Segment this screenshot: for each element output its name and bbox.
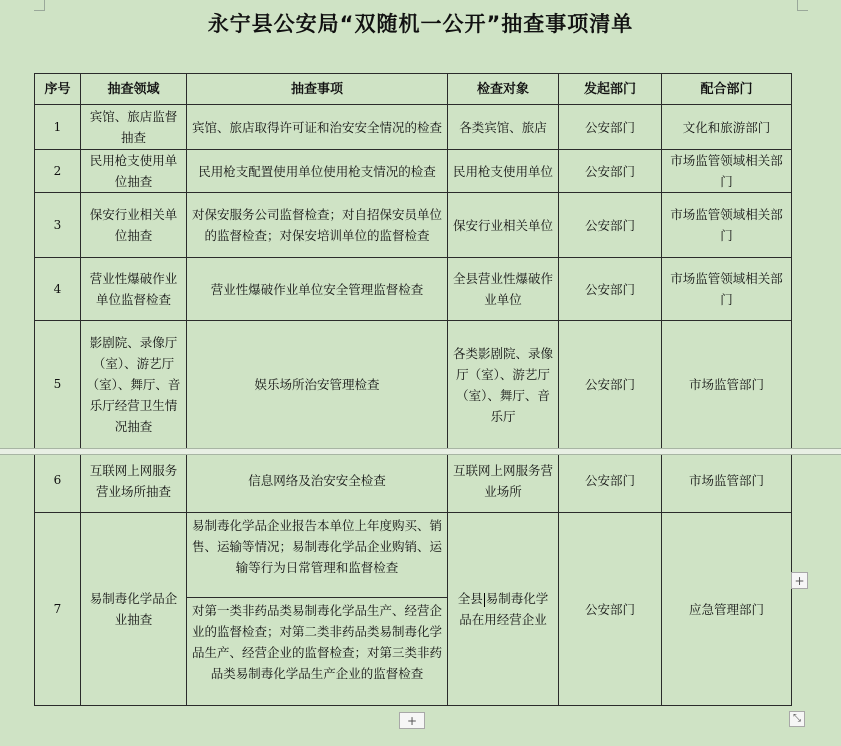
table-row	[35, 258, 792, 321]
cell-item-part-2[interactable]: 对第一类非药品类易制毒化学品生产、经营企业的监督检查；对第二类非药品类易制毒化学品生产、经营企业的监督检查；对第三类非药品类易制毒化学品生产企业的监督检查	[187, 597, 447, 705]
cell-target[interactable]: 各类影剧院、录像厅（室）、游艺厅（室）、舞厅、音乐厅	[448, 321, 559, 449]
cell-initiator[interactable]: 公安部门	[559, 193, 662, 258]
table-resize-handle[interactable]: ⤡	[789, 711, 805, 727]
cell-field[interactable]: 互联网上网服务营业场所抽查	[81, 449, 187, 513]
header-target[interactable]: 检查对象	[448, 74, 559, 105]
cell-target[interactable]	[448, 513, 559, 706]
cell-partner[interactable]: 市场监管部门	[662, 321, 792, 449]
cell-partner[interactable]: 文化和旅游部门	[662, 105, 792, 150]
cell-no[interactable]: 7	[35, 513, 81, 706]
table-header-row	[35, 74, 792, 105]
cell-target[interactable]: 各类宾馆、旅店	[448, 105, 559, 150]
cell-field[interactable]: 保安行业相关单位抽查	[81, 193, 187, 258]
cell-target[interactable]: 民用枪支使用单位	[448, 150, 559, 193]
cell-field[interactable]: 影剧院、录像厅（室）、游艺厅（室）、舞厅、音乐厅经营卫生情况抽查	[81, 321, 187, 449]
cell-partner[interactable]: 市场监管部门	[662, 449, 792, 513]
cell-field[interactable]: 易制毒化学品企业抽查	[81, 513, 187, 706]
cell-item[interactable]: 信息网络及治安安全检查	[187, 449, 448, 513]
cell-target-end: 易制毒化学品在用经营企业	[459, 591, 549, 627]
page-break-separator	[0, 448, 841, 455]
cell-item-part-1[interactable]: 易制毒化学品企业报告本单位上年度购买、销售、运输等情况；易制毒化学品企业购销、运输等行为日常管理和监督检查	[191, 518, 442, 575]
table-row	[35, 150, 792, 193]
table-row	[35, 449, 792, 513]
add-row-button[interactable]: +	[399, 712, 425, 729]
header-field[interactable]: 抽查领域	[81, 74, 187, 105]
cell-no[interactable]: 6	[35, 449, 81, 513]
inspection-table	[34, 73, 792, 706]
cell-initiator[interactable]: 公安部门	[559, 321, 662, 449]
cell-partner[interactable]: 市场监管领域相关部门	[662, 193, 792, 258]
cell-no[interactable]: 2	[35, 150, 81, 193]
document-title: 永宁县公安局“双随机一公开”抽查事项清单	[207, 12, 634, 36]
text-cursor	[484, 593, 485, 607]
header-initiator[interactable]: 发起部门	[559, 74, 662, 105]
cell-partner[interactable]: 市场监管领域相关部门	[662, 150, 792, 193]
table-row	[35, 321, 792, 449]
cell-target[interactable]: 全县营业性爆破作业单位	[448, 258, 559, 321]
cell-initiator[interactable]: 公安部门	[559, 105, 662, 150]
table-row	[35, 105, 792, 150]
cell-item[interactable]: 营业性爆破作业单位安全管理监督检查	[187, 258, 448, 321]
cell-initiator[interactable]: 公安部门	[559, 449, 662, 513]
cell-partner[interactable]: 市场监管领域相关部门	[662, 258, 792, 321]
cell-field[interactable]: 宾馆、旅店监督抽查	[81, 105, 187, 150]
cell-no[interactable]: 1	[35, 105, 81, 150]
header-partner[interactable]: 配合部门	[662, 74, 792, 105]
cell-partner[interactable]: 应急管理部门	[662, 513, 792, 706]
cell-field[interactable]: 营业性爆破作业单位监督检查	[81, 258, 187, 321]
cell-no[interactable]: 3	[35, 193, 81, 258]
cell-item-split	[187, 513, 448, 706]
cell-target[interactable]: 保安行业相关单位	[448, 193, 559, 258]
cell-no[interactable]: 4	[35, 258, 81, 321]
table-row	[35, 513, 792, 706]
cell-item[interactable]: 宾馆、旅店取得许可证和治安安全情况的检查	[187, 105, 448, 150]
cell-no[interactable]: 5	[35, 321, 81, 449]
cell-item[interactable]: 民用枪支配置使用单位使用枪支情况的检查	[187, 150, 448, 193]
cell-initiator[interactable]: 公安部门	[559, 513, 662, 706]
header-no[interactable]: 序号	[35, 74, 81, 105]
table-row	[35, 193, 792, 258]
cell-field[interactable]: 民用枪支使用单位抽查	[81, 150, 187, 193]
header-item[interactable]: 抽查事项	[187, 74, 448, 105]
cell-target-start: 全县	[457, 591, 483, 606]
cell-target[interactable]: 互联网上网服务营业场所	[448, 449, 559, 513]
cell-item[interactable]: 娱乐场所治安管理检查	[187, 321, 448, 449]
add-column-button[interactable]: +	[791, 572, 808, 589]
cell-initiator[interactable]: 公安部门	[559, 150, 662, 193]
cell-initiator[interactable]: 公安部门	[559, 258, 662, 321]
cell-item[interactable]: 对保安服务公司监督检查；对自招保安员单位的监督检查；对保安培训单位的监督检查	[187, 193, 448, 258]
